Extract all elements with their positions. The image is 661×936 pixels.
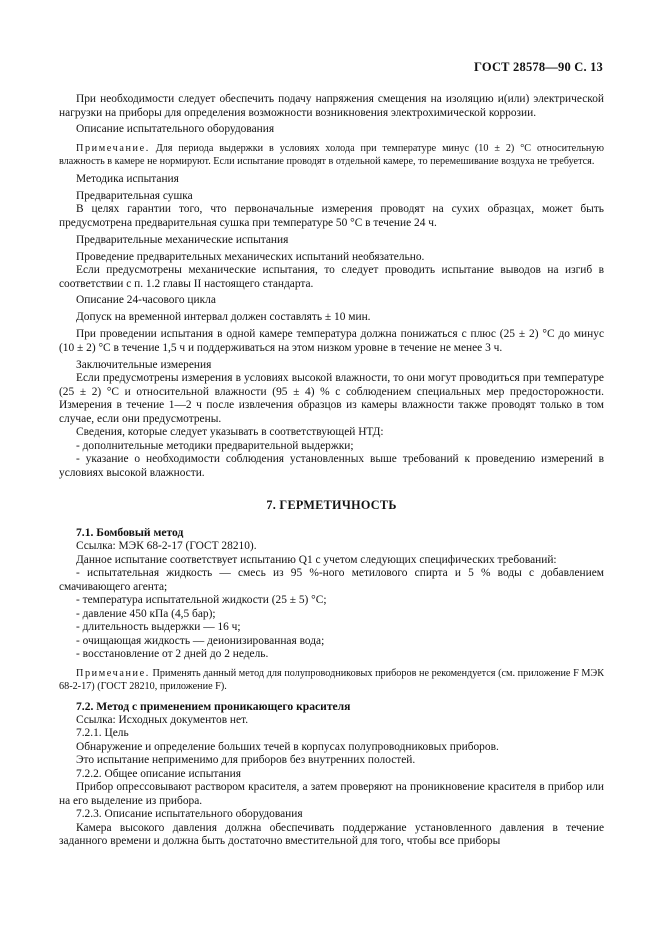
paragraph: Камера высокого давления должна обеспечивать поддержание установленного давления в течение заданного времени и должна быть достаточно вместительной для того, чтобы все приборы bbox=[59, 821, 604, 848]
list-item: - указание о необходимости соблюдения установленных выше требований к проведению измерений в условиях высокой влажности. bbox=[59, 453, 604, 479]
list-item: - давление 450 кПа (4,5 бар); bbox=[76, 607, 216, 620]
paragraph: При проведении испытания в одной камере температура должна понижаться с плюс (25 ± 2) °С до минус (10 ± 2) °С в течение 1,5 ч и поддерживаться на этом низком уровне в течение не менее 3 ч. bbox=[59, 328, 604, 354]
subheading: Предварительная сушка bbox=[76, 189, 193, 202]
note-label: Примечание. bbox=[76, 667, 150, 679]
note-text: Применять данный метод для полупроводниковых приборов не рекомендуется (см. приложение F МЭК 68-2-17) (ГОСТ 28210, приложение F). bbox=[59, 667, 604, 692]
paragraph: Допуск на временной интервал должен составлять ± 10 мин. bbox=[76, 311, 371, 324]
subsection-title: 7.1. Бомбовый метод bbox=[76, 526, 184, 540]
subheading: Методика испытания bbox=[76, 172, 179, 185]
note-label: Примечание. bbox=[76, 142, 150, 154]
paragraph: Если предусмотрены механические испытания, то следует проводить испытание выводов на изгиб в соответствии с п. 1.2 главы II настоящего стандарта. bbox=[59, 264, 604, 290]
note bbox=[59, 667, 604, 693]
subheading: Описание испытательного оборудования bbox=[76, 123, 275, 136]
subheading: Предварительные механические испытания bbox=[76, 233, 289, 246]
subheading: Описание 24-часового цикла bbox=[76, 294, 216, 307]
clause-heading: 7.2.3. Описание испытательного оборудования bbox=[76, 808, 303, 821]
paragraph: При необходимости следует обеспечить подачу напряжения смещения на изоляцию и(или) электрической нагрузки на приборы для определения возможности возникновения электрохимической коррозии. bbox=[59, 93, 604, 119]
list-item: - восстановление от 2 дней до 2 недель. bbox=[76, 648, 269, 661]
page-content bbox=[59, 93, 604, 849]
section-title: 7. ГЕРМЕТИЧНОСТЬ bbox=[266, 498, 397, 513]
paragraph: Если предусмотрены измерения в условиях высокой влажности, то они могут проводиться при температуре (25 ± 2) °С и относительной влажности (95 ± 4) % с соблюдением специальных мер предосторожности. Измерения в течение 1—2 ч после извлечения образцов из камеры влажности также проводят только в том случае, если они предусмотрены. bbox=[59, 372, 604, 425]
note-text: Для периода выдержки в условиях холода при температуре минус (10 ± 2) °С относительную влажность в камере не нормируют. Если испытание проводят в отдельной камере, то перемешивание воздуха не требуется. bbox=[59, 142, 604, 167]
subheading: Заключительные измерения bbox=[76, 358, 212, 371]
paragraph: Обнаружение и определение больших течей в корпусах полупроводниковых приборов. bbox=[76, 740, 499, 753]
list-item: - дополнительные методики предварительной выдержки; bbox=[76, 439, 354, 452]
list-item: - очищающая жидкость — деионизированная вода; bbox=[76, 634, 325, 647]
subsection-title: 7.2. Метод с применением проникающего красителя bbox=[76, 699, 351, 713]
reference: Ссылка: МЭК 68-2-17 (ГОСТ 28210). bbox=[76, 540, 257, 553]
clause-heading: 7.2.1. Цель bbox=[76, 727, 129, 740]
reference: Ссылка: Исходных документов нет. bbox=[76, 713, 249, 726]
paragraph: Прибор опрессовывают раствором красителя, а затем проверяют на проникновение красителя в прибор или на его выделение из прибора. bbox=[59, 781, 604, 807]
note bbox=[59, 142, 604, 168]
paragraph: Это испытание неприменимо для приборов без внутренних полостей. bbox=[76, 754, 416, 767]
paragraph: Проведение предварительных механических испытаний необязательно. bbox=[76, 250, 425, 263]
paragraph: В целях гарантии того, что первоначальные измерения проводят на сухих образцах, может быть предусмотрена предварительная сушка при температуре 50 °С в течение 24 ч. bbox=[59, 203, 604, 229]
paragraph: Данное испытание соответствует испытанию Q1 с учетом следующих специфических требований: bbox=[76, 553, 557, 566]
list-item: - температура испытательной жидкости (25 ± 5) °С; bbox=[76, 594, 327, 607]
paragraph: Сведения, которые следует указывать в соответствующей НТД: bbox=[76, 426, 384, 439]
clause-heading: 7.2.2. Общее описание испытания bbox=[76, 767, 241, 780]
list-item: - испытательная жидкость — смесь из 95 %-ного метилового спирта и 5 % воды с добавлением смачивающего агента; bbox=[59, 567, 604, 593]
page-header: ГОСТ 28578—90 С. 13 bbox=[474, 60, 603, 74]
list-item: - длительность выдержки — 16 ч; bbox=[76, 621, 241, 634]
